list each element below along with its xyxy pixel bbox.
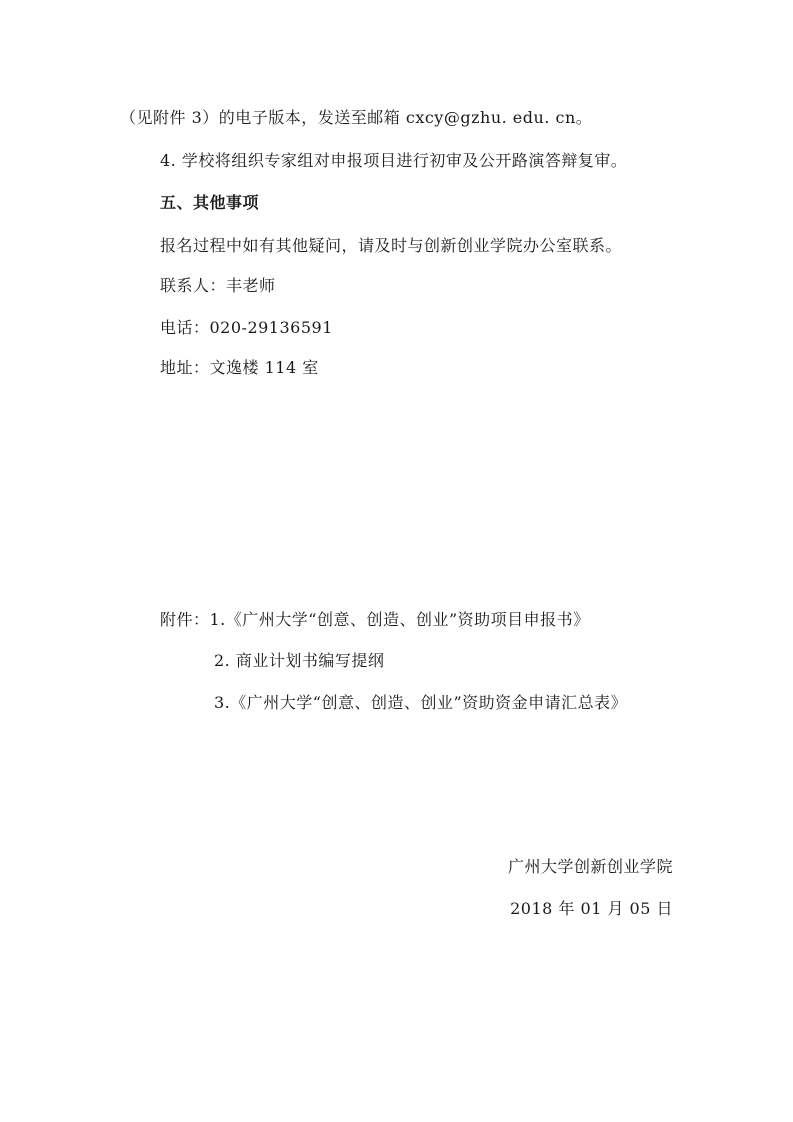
attachment-3: 3.《广州大学“创意、创造、创业”资助资金申请汇总表》 [214, 693, 628, 712]
signature-org: 广州大学创新创业学院 [507, 857, 673, 876]
contact-person: 联系人：丰老师 [160, 276, 276, 295]
body-line-email: （见附件 3）的电子版本，发送至邮箱 cxcy@gzhu. edu. cn。 [120, 108, 593, 127]
body-item-4: 4. 学校将组织专家组对申报项目进行初审及公开路演答辩复审。 [160, 151, 628, 170]
contact-address: 地址：文逸楼 114 室 [160, 358, 319, 377]
signature-date: 2018 年 01 月 05 日 [510, 899, 673, 918]
section-heading-other-matters: 五、其他事项 [160, 193, 260, 212]
attachment-2: 2. 商业计划书编写提纲 [214, 651, 385, 670]
attachment-1: 附件：1.《广州大学“创意、创造、创业”资助项目申报书》 [160, 610, 590, 629]
contact-note: 报名过程中如有其他疑问，请及时与创新创业学院办公室联系。 [160, 236, 623, 255]
contact-phone: 电话：020-29136591 [160, 318, 333, 337]
